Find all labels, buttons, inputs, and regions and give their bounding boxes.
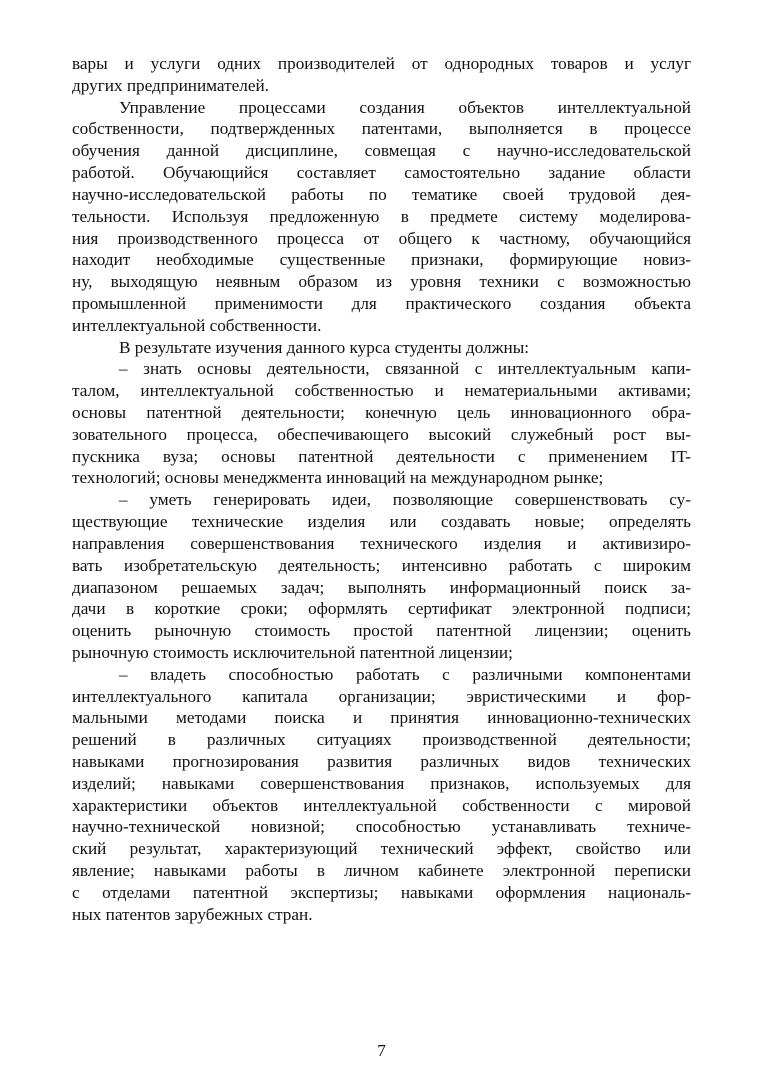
text-line: диапазоном решаемых задач; выполнять информационный поиск за- xyxy=(72,577,691,597)
text-line: – владеть способностью работать с различными компонентами xyxy=(119,664,691,684)
text-line: промышленной применимости для практического создания объекта xyxy=(72,293,691,313)
text-line: рыночную стоимость исключительной патентной лицензии; xyxy=(72,642,513,662)
text-line: находит необходимые существенные признаки, формирующие новиз- xyxy=(72,250,691,270)
text-line: направления совершенствования технического изделия и активизиро- xyxy=(72,533,691,553)
text-line: зовательного процесса, обеспечивающего высокий служебный рост вы- xyxy=(72,424,691,444)
text-line: других предпринимателей. xyxy=(72,75,269,95)
text-line: с отделами патентной экспертизы; навыками оформления националь- xyxy=(72,882,691,902)
text-line: мальными методами поиска и принятия инновационно-технических xyxy=(72,708,691,728)
text-line: – знать основы деятельности, связанной с интеллектуальным капи- xyxy=(119,359,691,379)
text-line: навыками прогнозирования развития различных видов технических xyxy=(72,752,691,771)
text-line: ния производственного процесса от общего к частному, обучающийся xyxy=(72,228,691,248)
text-line: В результате изучения данного курса студенты должны: xyxy=(119,337,530,357)
text-line: изделий; навыками совершенствования признаков, используемых для xyxy=(72,773,691,793)
text-line: ных патентов зарубежных стран. xyxy=(72,904,313,924)
text-line: работой. Обучающийся составляет самостоятельно задание области xyxy=(72,163,691,183)
text-line: вать изобретательскую деятельность; интенсивно работать с широким xyxy=(72,555,691,575)
text-line: научно-технической новизной; способностью устанавливать техниче- xyxy=(72,817,691,837)
text-line: ществующие технические изделия или создавать новые; определять xyxy=(72,512,691,532)
text-line: Управление процессами создания объектов интеллектуальной xyxy=(119,97,691,117)
text-line: тельности. Используя предложенную в предмете систему моделирова- xyxy=(72,206,691,226)
text-line: ский результат, характеризующий технический эффект, свойство или xyxy=(72,839,691,859)
text-line: – уметь генерировать идеи, позволяющие совершенствовать су- xyxy=(119,490,691,510)
text-line: явление; навыками работы в личном кабинете электронной переписки xyxy=(72,861,691,881)
text-line: решений в различных ситуациях производственной деятельности; xyxy=(72,730,691,750)
page-number: 7 xyxy=(377,1041,386,1060)
text-line: оценить рыночную стоимость простой патентной лицензии; оценить xyxy=(72,621,691,641)
text-line: интеллектуальной собственности. xyxy=(72,315,322,335)
text-line: талом, интеллектуальной собственностью и нематериальными активами; xyxy=(72,381,691,401)
text-line: характеристики объектов интеллектуальной собственности с мировой xyxy=(72,795,691,815)
text-line: пускника вуза; основы патентной деятельности с применением IT- xyxy=(72,446,691,466)
body-text xyxy=(72,53,691,926)
text-line: дачи в короткие сроки; оформлять сертификат электронной подписи; xyxy=(72,599,691,619)
text-line: интеллектуального капитала организации; эвристическими и фор- xyxy=(72,686,691,706)
text-line: вары и услуги одних производителей от однородных товаров и услуг xyxy=(72,54,691,73)
text-line: обучения данной дисциплине, совмещая с научно-исследовательской xyxy=(72,141,691,161)
text-line: основы патентной деятельности; конечную цель инновационного обра- xyxy=(72,403,691,422)
text-line: научно-исследовательской работы по тематике своей трудовой дея- xyxy=(72,184,691,204)
text-line: ну, выходящую неявным образом из уровня техники с возможностью xyxy=(72,272,691,292)
text-line: собственности, подтвержденных патентами, выполняется в процессе xyxy=(72,119,691,139)
text-line: технологий; основы менеджмента инноваций на международном рынке; xyxy=(72,468,604,488)
